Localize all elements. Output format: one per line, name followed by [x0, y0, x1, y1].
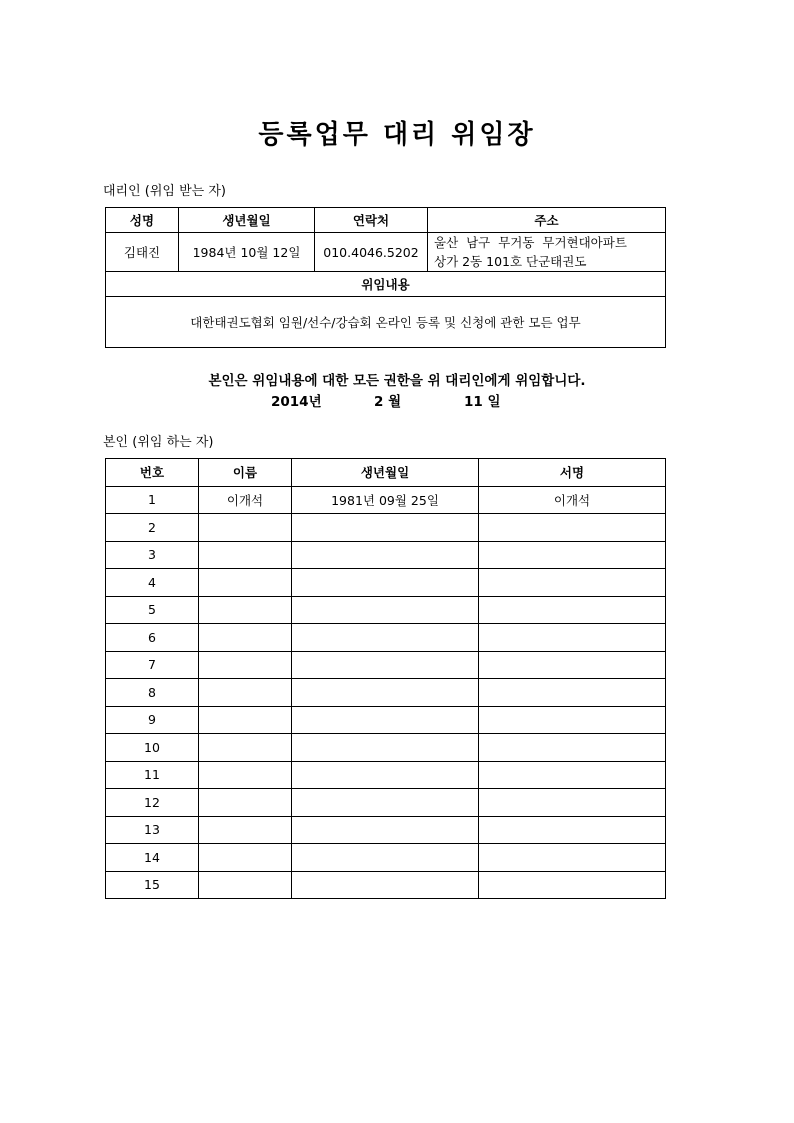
table-row [106, 541, 666, 569]
row-number: 10 [106, 734, 199, 762]
row-signature [479, 679, 666, 707]
date-month: 2 월 [374, 394, 402, 410]
row-number: 14 [106, 844, 199, 872]
table-row [106, 486, 666, 514]
row-name [199, 514, 292, 542]
delegation-statement: 본인은 위임내용에 대한 모든 권한을 위 대리인에게 위임합니다. [208, 373, 586, 389]
delegation-content: 대한태권도협회 임원/선수/강습회 온라인 등록 및 신청에 관한 모든 업무 [106, 297, 666, 348]
row-name [199, 871, 292, 899]
row-birth: 1981년 09월 25일 [292, 486, 479, 514]
row-name [199, 761, 292, 789]
row-signature [479, 706, 666, 734]
row-name [199, 541, 292, 569]
date-year: 2014년 [271, 394, 322, 410]
agent-name: 김태진 [106, 233, 179, 272]
delegation-content-row [106, 297, 666, 348]
table-row [106, 871, 666, 899]
row-number: 2 [106, 514, 199, 542]
header-contact: 연락처 [315, 208, 428, 233]
table-row [106, 651, 666, 679]
agent-contact: 010.4046.5202 [315, 233, 428, 272]
row-birth [292, 789, 479, 817]
row-signature [479, 734, 666, 762]
delegation-header: 위임내용 [106, 272, 666, 297]
table-row [106, 679, 666, 707]
row-birth [292, 651, 479, 679]
row-number: 5 [106, 596, 199, 624]
table-row [106, 844, 666, 872]
row-number: 1 [106, 486, 199, 514]
row-number: 11 [106, 761, 199, 789]
row-birth [292, 514, 479, 542]
header-birth: 생년월일 [292, 459, 479, 487]
row-name [199, 651, 292, 679]
row-signature [479, 844, 666, 872]
header-no: 번호 [106, 459, 199, 487]
principal-table [105, 458, 666, 899]
row-name [199, 569, 292, 597]
header-name: 성명 [106, 208, 179, 233]
row-birth [292, 679, 479, 707]
row-name [199, 706, 292, 734]
table-row [106, 514, 666, 542]
row-birth [292, 596, 479, 624]
row-birth [292, 569, 479, 597]
row-signature [479, 789, 666, 817]
row-birth [292, 844, 479, 872]
header-birth: 생년월일 [179, 208, 315, 233]
document-title: 등록업무 대리 위임장 [258, 120, 536, 150]
row-signature: 이개석 [479, 486, 666, 514]
header-signature: 서명 [479, 459, 666, 487]
agent-row [106, 233, 666, 272]
table-row [106, 761, 666, 789]
row-number: 3 [106, 541, 199, 569]
agent-header-row [106, 208, 666, 233]
row-signature [479, 624, 666, 652]
row-signature [479, 596, 666, 624]
row-birth [292, 541, 479, 569]
agent-birth: 1984년 10월 12일 [179, 233, 315, 272]
row-signature [479, 871, 666, 899]
agent-address [428, 233, 666, 272]
agent-section-label: 대리인 (위임 받는 자) [103, 184, 227, 199]
row-name [199, 734, 292, 762]
agent-address-line2: 상가 2동 101호 단군태권도 [434, 254, 587, 269]
date-day: 11 일 [464, 394, 501, 410]
table-row [106, 789, 666, 817]
row-number: 12 [106, 789, 199, 817]
row-number: 7 [106, 651, 199, 679]
table-row [106, 734, 666, 762]
row-name [199, 679, 292, 707]
table-row [106, 816, 666, 844]
row-birth [292, 761, 479, 789]
row-birth [292, 706, 479, 734]
row-signature [479, 569, 666, 597]
row-number: 4 [106, 569, 199, 597]
table-row [106, 706, 666, 734]
row-name [199, 844, 292, 872]
header-address: 주소 [428, 208, 666, 233]
principal-header-row [106, 459, 666, 487]
row-number: 8 [106, 679, 199, 707]
row-name [199, 596, 292, 624]
row-name [199, 624, 292, 652]
row-number: 13 [106, 816, 199, 844]
row-name: 이개석 [199, 486, 292, 514]
row-birth [292, 871, 479, 899]
table-row [106, 569, 666, 597]
row-number: 9 [106, 706, 199, 734]
row-number: 15 [106, 871, 199, 899]
table-row [106, 596, 666, 624]
row-birth [292, 624, 479, 652]
row-signature [479, 651, 666, 679]
row-signature [479, 541, 666, 569]
row-birth [292, 734, 479, 762]
principal-section-label: 본인 (위임 하는 자) [103, 435, 214, 450]
row-birth [292, 816, 479, 844]
header-name: 이름 [199, 459, 292, 487]
delegation-header-row [106, 272, 666, 297]
row-signature [479, 761, 666, 789]
row-name [199, 789, 292, 817]
agent-table [105, 207, 666, 348]
table-row [106, 624, 666, 652]
row-number: 6 [106, 624, 199, 652]
row-name [199, 816, 292, 844]
row-signature [479, 816, 666, 844]
agent-address-line1: 울산 남구 무거동 무거현대아파트 [434, 235, 627, 250]
row-signature [479, 514, 666, 542]
